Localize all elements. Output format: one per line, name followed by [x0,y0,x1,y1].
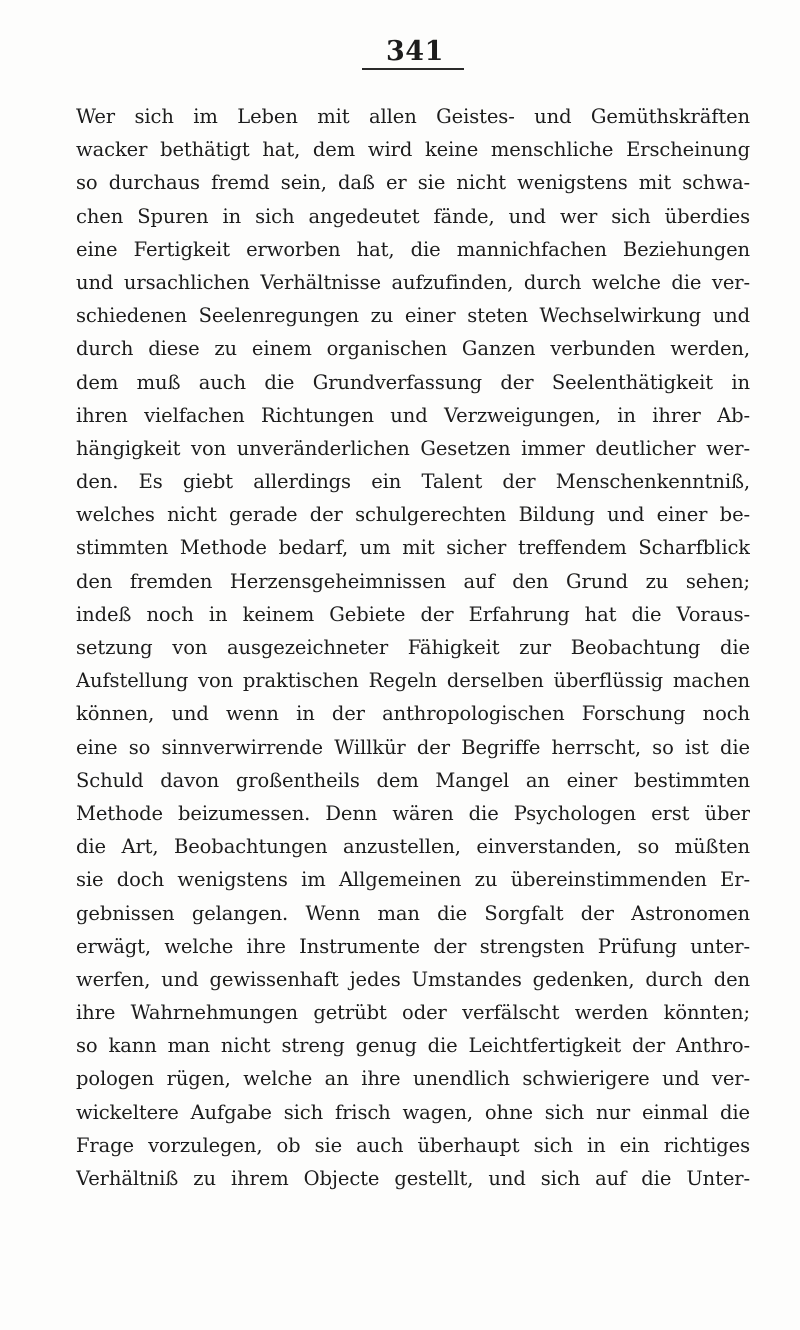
text-line: Schuld davon großentheils dem Mangel an einer bestimmten [76,768,750,792]
text-line: so durchaus fremd sein, daß er sie nicht wenigstens mit schwa- [76,171,750,195]
text-line: Verhältniß zu ihrem Objecte gestellt, und sich auf die Unter- [76,1167,750,1190]
page-number: 341 [386,36,444,67]
text-line: werfen, und gewissenhaft jedes Umstandes gedenken, durch den [76,967,750,991]
text-line: Wer sich im Leben mit allen Geistes- und Gemüthskräften [76,105,750,128]
text-line: ihre Wahrnehmungen getrübt oder verfälscht werden könnten; [76,1001,750,1025]
text-line: gebnissen gelangen. Wenn man die Sorgfalt der Astronomen [76,901,750,925]
text-line: erwägt, welche ihre Instrumente der strengsten Prüfung unter- [76,934,750,958]
text-line: Frage vorzulegen, ob sie auch überhaupt sich in ein richtiges [76,1133,750,1157]
page-number-rule [362,68,464,70]
text-line: indeß noch in keinem Gebiete der Erfahrung hat die Voraus- [76,602,750,626]
text-line: durch diese zu einem organischen Ganzen verbunden werden, [76,337,750,361]
body-text [76,100,750,1195]
text-line: setzung von ausgezeichneter Fähigkeit zur Beobachtung die [76,636,750,659]
text-line: wacker bethätigt hat, dem wird keine menschliche Erscheinung [76,138,750,162]
text-line: die Art, Beobachtungen anzustellen, einverstanden, so müßten [76,835,750,859]
text-line: dem muß auch die Grundverfassung der Seelenthätigkeit in [76,370,750,394]
text-line: eine so sinnverwirrende Willkür der Begriffe herrscht, so ist die [76,735,750,759]
text-line: hängigkeit von unveränderlichen Gesetzen immer deutlicher wer- [76,436,750,460]
text-line: den fremden Herzensgeheimnissen auf den Grund zu sehen; [76,569,750,593]
text-line: sie doch wenigstens im Allgemeinen zu übereinstimmenden Er- [76,868,750,892]
text-line: und ursachlichen Verhältnisse aufzufinden, durch welche die ver- [76,270,750,294]
text-line: Methode beizumessen. Denn wären die Psychologen erst über [76,801,750,825]
text-line: den. Es giebt allerdings ein Talent der Menschenkenntniß, [76,470,750,494]
text-line: wickeltere Aufgabe sich frisch wagen, ohne sich nur einmal die [76,1100,750,1124]
text-line: pologen rügen, welche an ihre unendlich schwierigere und ver- [76,1067,750,1091]
text-line: so kann man nicht streng genug die Leichtfertigkeit der Anthro- [76,1034,750,1058]
text-line: ihren vielfachen Richtungen und Verzweigungen, in ihrer Ab- [76,403,750,427]
text-line: chen Spuren in sich angedeutet fände, und wer sich überdies [76,204,750,228]
text-line: können, und wenn in der anthropologischen Forschung noch [76,702,750,726]
text-line: welches nicht gerade der schulgerechten Bildung und einer be- [76,503,750,527]
text-line: Aufstellung von praktischen Regeln derselben überflüssig machen [76,669,750,693]
text-line: eine Fertigkeit erworben hat, die mannichfachen Beziehungen [76,237,750,261]
text-line: stimmten Methode bedarf, um mit sicher treffendem Scharfblick [76,536,750,560]
text-line: schiedenen Seelenregungen zu einer steten Wechselwirkung und [76,304,750,328]
